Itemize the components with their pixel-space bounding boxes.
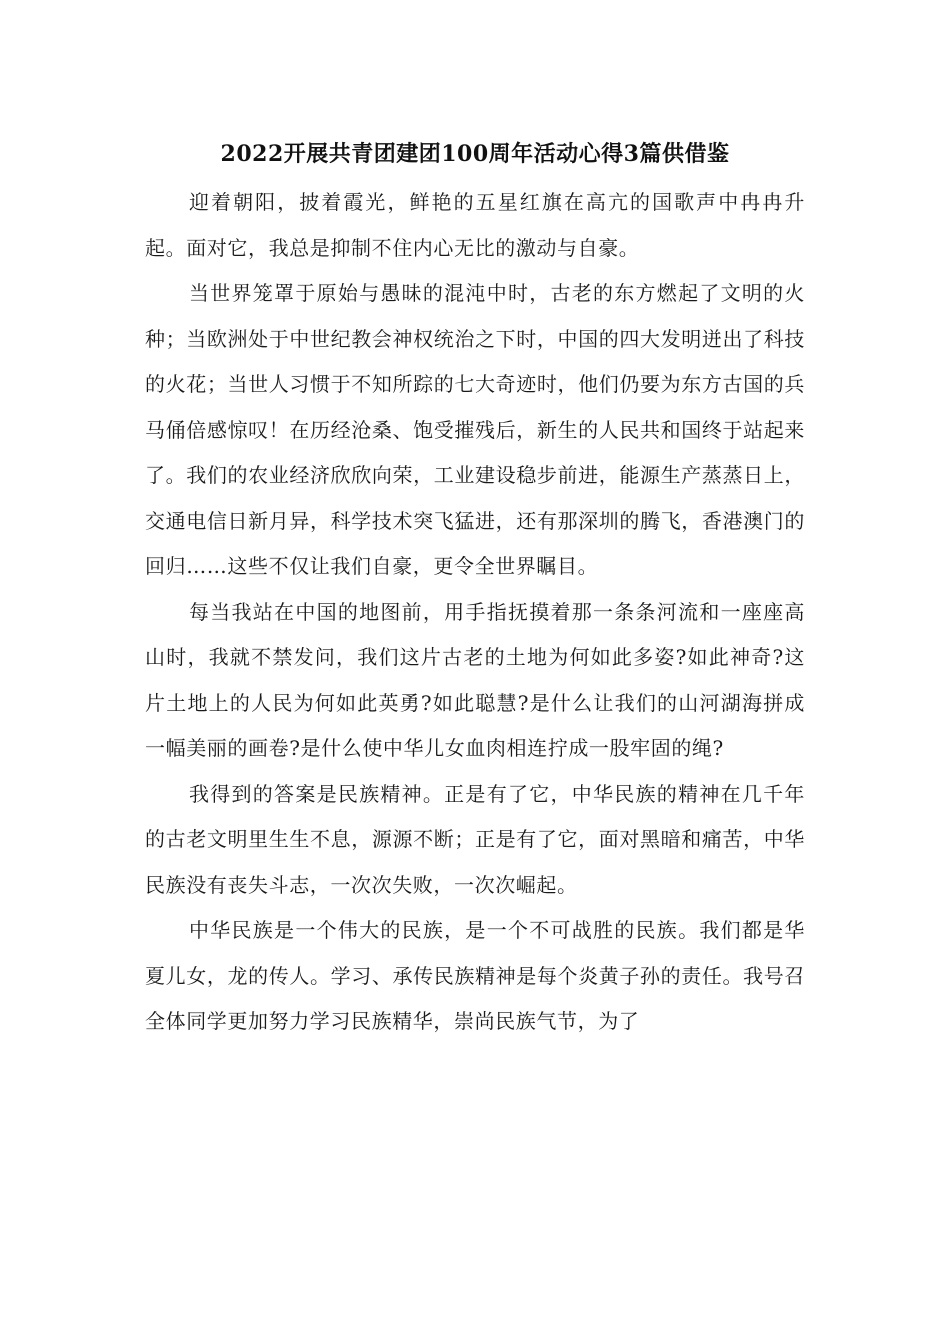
paragraph-3: 每当我站在中国的地图前，用手指抚摸着那一条条河流和一座座高山时，我就不禁发问，我们这片古老的土地为何如此多姿?如此神奇?这片土地上的人民为何如此英勇?如此聪慧?是什么让我们的山河湖海拼成一幅美丽的画卷?是什么使中华儿女血肉相连拧成一股牢固的绳? bbox=[145, 599, 805, 760]
paragraph-5: 中华民族是一个伟大的民族，是一个不可战胜的民族。我们都是华夏儿女，龙的传人。学习、承传民族精神是每个炎黄子孙的责任。我号召全体同学更加努力学习民族精华，崇尚民族气节，为了 bbox=[145, 918, 805, 1033]
paragraph-1: 迎着朝阳，披着霞光，鲜艳的五星红旗在高亢的国歌声中冉冉升起。面对它，我总是抑制不住内心无比的激动与自豪。 bbox=[145, 190, 805, 260]
paragraph-4: 我得到的答案是民族精神。正是有了它，中华民族的精神在几千年的古老文明里生生不息，源源不断；正是有了它，面对黑暗和痛苦，中华民族没有丧失斗志，一次次失败，一次次崛起。 bbox=[145, 781, 805, 897]
paragraph-2: 当世界笼罩于原始与愚昧的混沌中时，古老的东方燃起了文明的火种；当欧洲处于中世纪教会神权统治之下时，中国的四大发明迸出了科技的火花；当世人习惯于不知所踪的七大奇迹时，他们仍要为东方古国的兵马俑倍感惊叹！在历经沧桑、饱受摧残后，新生的人民共和国终于站起来了。我们的农业经济欣欣向荣，工业建设稳步前进，能源生产蒸蒸日上，交通电信日新月异，科学技术突飞猛进，还有那深圳的腾飞，香港澳门的回归……这些不仅让我们自豪，更令全世界瞩目。 bbox=[145, 281, 805, 578]
document-title: 2022开展共青团建团100周年活动心得3篇供借鉴 bbox=[220, 141, 730, 167]
document-body bbox=[145, 180, 805, 1045]
